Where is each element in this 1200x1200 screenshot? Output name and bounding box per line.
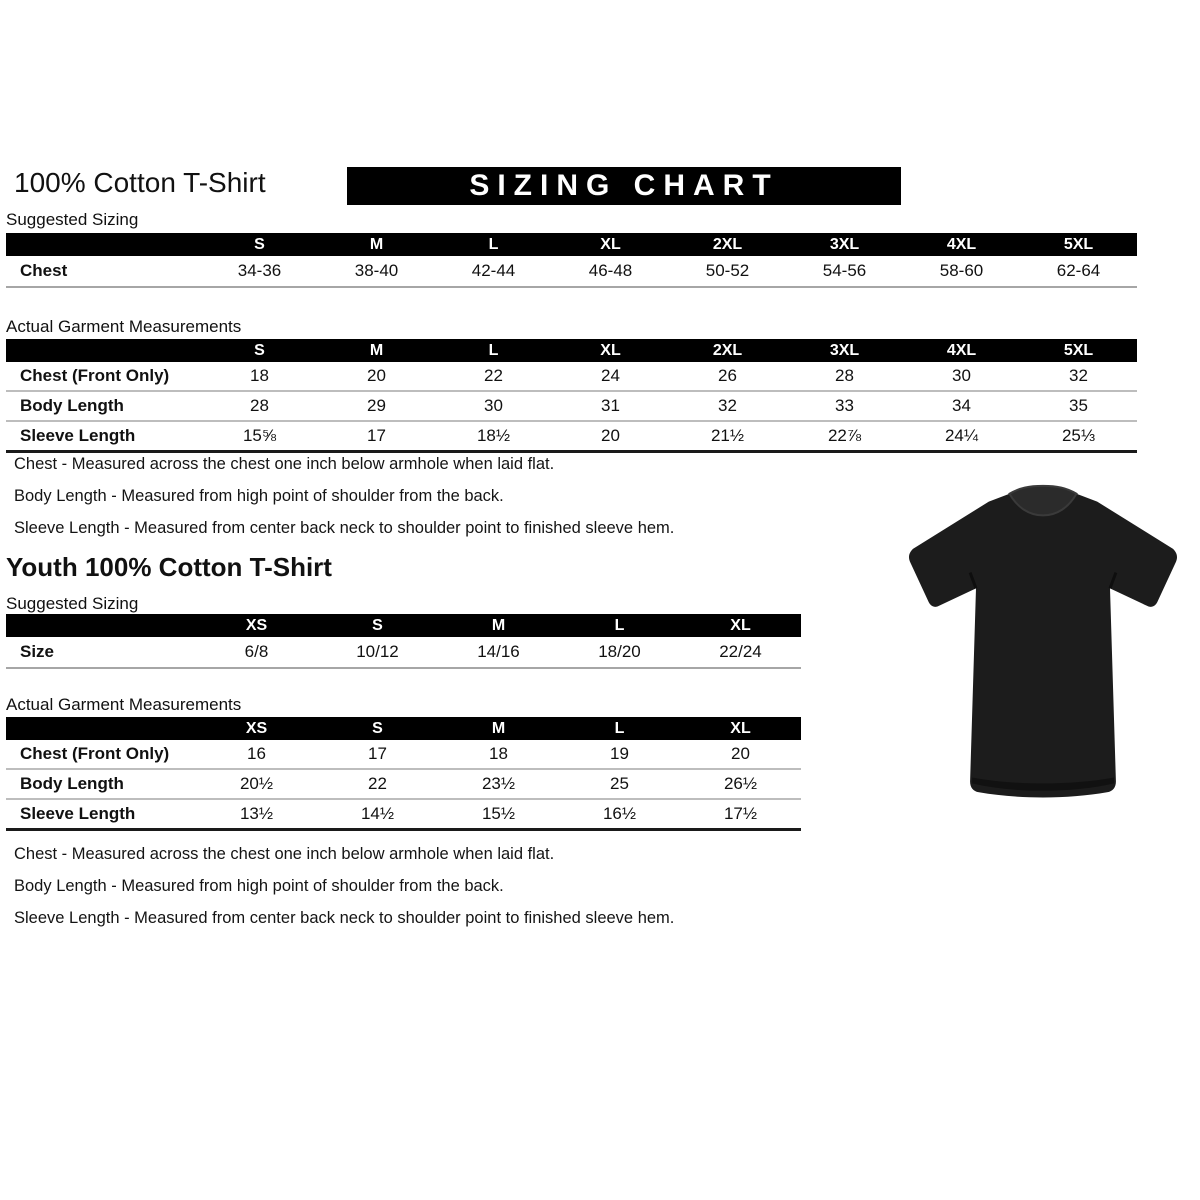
note-line: Chest - Measured across the chest one inch below armhole when laid flat. [14,845,555,863]
value-cell: 6/8 [244,642,269,661]
header-cell: M [491,720,506,737]
header-cell: S [254,342,265,359]
sizing-chart-banner: SIZING CHART [347,167,901,205]
value-cell: 17 [367,426,386,445]
youth-actual-label: Actual Garment Measurements [6,695,242,714]
row-label: Sleeve Length [20,804,136,823]
value-cell: 20 [367,366,386,385]
value-cell: 24¼ [944,426,979,445]
value-cell: 15⅝ [242,426,277,445]
header-cell: L [488,342,499,359]
value-cell: 34 [952,396,971,415]
value-cell: 25⅓ [1061,426,1096,445]
value-cell: 32 [718,396,737,415]
value-cell: 58-60 [939,261,984,280]
header-cell: XS [245,720,268,737]
value-cell: 28 [250,396,269,415]
youth-suggested-label: Suggested Sizing [6,594,139,613]
row-label: Body Length [20,396,124,415]
value-cell: 21½ [710,426,745,445]
value-cell: 50-52 [705,261,750,280]
header-cell: 4XL [946,342,977,359]
table-header-row [6,233,1137,256]
value-cell: 18 [250,366,269,385]
value-cell: 28 [835,366,854,385]
adult-title: 100% Cotton T-Shirt [14,167,266,198]
note-line: Body Length - Measured from high point of shoulder from the back. [14,877,504,895]
value-cell: 16 [247,744,266,763]
value-cell: 20 [731,744,750,763]
header-cell: L [614,720,625,737]
note-line: Body Length - Measured from high point of shoulder from the back. [14,487,504,505]
table-row [6,362,1137,392]
header-cell: L [488,236,499,253]
value-cell: 31 [601,396,620,415]
header-cell: 2XL [712,342,743,359]
value-cell: 13½ [239,804,274,823]
header-cell: M [369,236,384,253]
value-cell: 34-36 [237,261,282,280]
header-cell: M [491,617,506,634]
youth-notes [14,845,674,941]
value-cell: 22/24 [719,642,762,661]
value-cell: 18/20 [598,642,641,661]
header-cell: XL [600,342,621,359]
table-row [6,422,1137,453]
table-header-row [6,339,1137,362]
value-cell: 17 [368,744,387,763]
header-cell: XL [730,617,751,634]
row-label: Chest (Front Only) [20,366,170,385]
table-row [6,770,801,800]
value-cell: 22 [484,366,503,385]
value-cell: 62-64 [1056,261,1101,280]
note-line: Sleeve Length - Measured from center back neck to shoulder point to finished sleeve hem. [14,909,675,927]
value-cell: 16½ [602,804,637,823]
value-cell: 26½ [723,774,758,793]
value-cell: 23½ [481,774,516,793]
note-line: Chest - Measured across the chest one inch below armhole when laid flat. [14,455,555,473]
value-cell: 25 [610,774,629,793]
table-row [6,637,801,669]
value-cell: 30 [484,396,503,415]
youth-actual-table [6,717,801,831]
header-cell: S [254,236,265,253]
row-label: Chest [20,261,68,280]
table-row [6,392,1137,422]
header-cell: XS [245,617,268,634]
row-label: Body Length [20,774,124,793]
header-cell: 5XL [1063,342,1094,359]
value-cell: 10/12 [356,642,399,661]
header-cell: 4XL [946,236,977,253]
value-cell: 14½ [360,804,395,823]
value-cell: 22 [368,774,387,793]
tshirt-image [893,476,1193,816]
table-row [6,740,801,770]
value-cell: 20½ [239,774,274,793]
table-row [6,256,1137,288]
header-cell: L [614,617,625,634]
header-cell: XL [600,236,621,253]
header-cell: M [369,342,384,359]
table-header-row [6,717,801,740]
header-cell: 3XL [829,236,860,253]
adult-suggested-table [6,233,1137,288]
value-cell: 35 [1069,396,1088,415]
value-cell: 17½ [723,804,758,823]
header-cell: 5XL [1063,236,1094,253]
value-cell: 26 [718,366,737,385]
value-cell: 29 [367,396,386,415]
value-cell: 46-48 [588,261,633,280]
adult-notes [14,455,674,551]
value-cell: 32 [1069,366,1088,385]
value-cell: 22⅞ [827,426,862,445]
tshirt-graphic [893,476,1193,811]
value-cell: 14/16 [477,642,520,661]
row-label: Sleeve Length [20,426,136,445]
value-cell: 18½ [476,426,511,445]
value-cell: 33 [835,396,854,415]
adult-actual-label: Actual Garment Measurements [6,317,242,336]
value-cell: 24 [601,366,620,385]
header-cell: S [372,720,383,737]
value-cell: 19 [610,744,629,763]
value-cell: 42-44 [471,261,516,280]
header-cell: XL [730,720,751,737]
header-cell: S [372,617,383,634]
note-line: Sleeve Length - Measured from center back neck to shoulder point to finished sleeve hem. [14,519,675,537]
row-label: Size [20,642,55,661]
table-header-row [6,614,801,637]
value-cell: 30 [952,366,971,385]
adult-suggested-label: Suggested Sizing [6,210,139,229]
value-cell: 20 [601,426,620,445]
youth-suggested-table [6,614,801,669]
value-cell: 15½ [481,804,516,823]
header-cell: 3XL [829,342,860,359]
row-label: Chest (Front Only) [20,744,170,763]
table-row [6,800,801,831]
adult-actual-table [6,339,1137,453]
header-cell: 2XL [712,236,743,253]
value-cell: 54-56 [822,261,867,280]
value-cell: 18 [489,744,508,763]
value-cell: 38-40 [354,261,399,280]
youth-title: Youth 100% Cotton T-Shirt [6,552,332,582]
